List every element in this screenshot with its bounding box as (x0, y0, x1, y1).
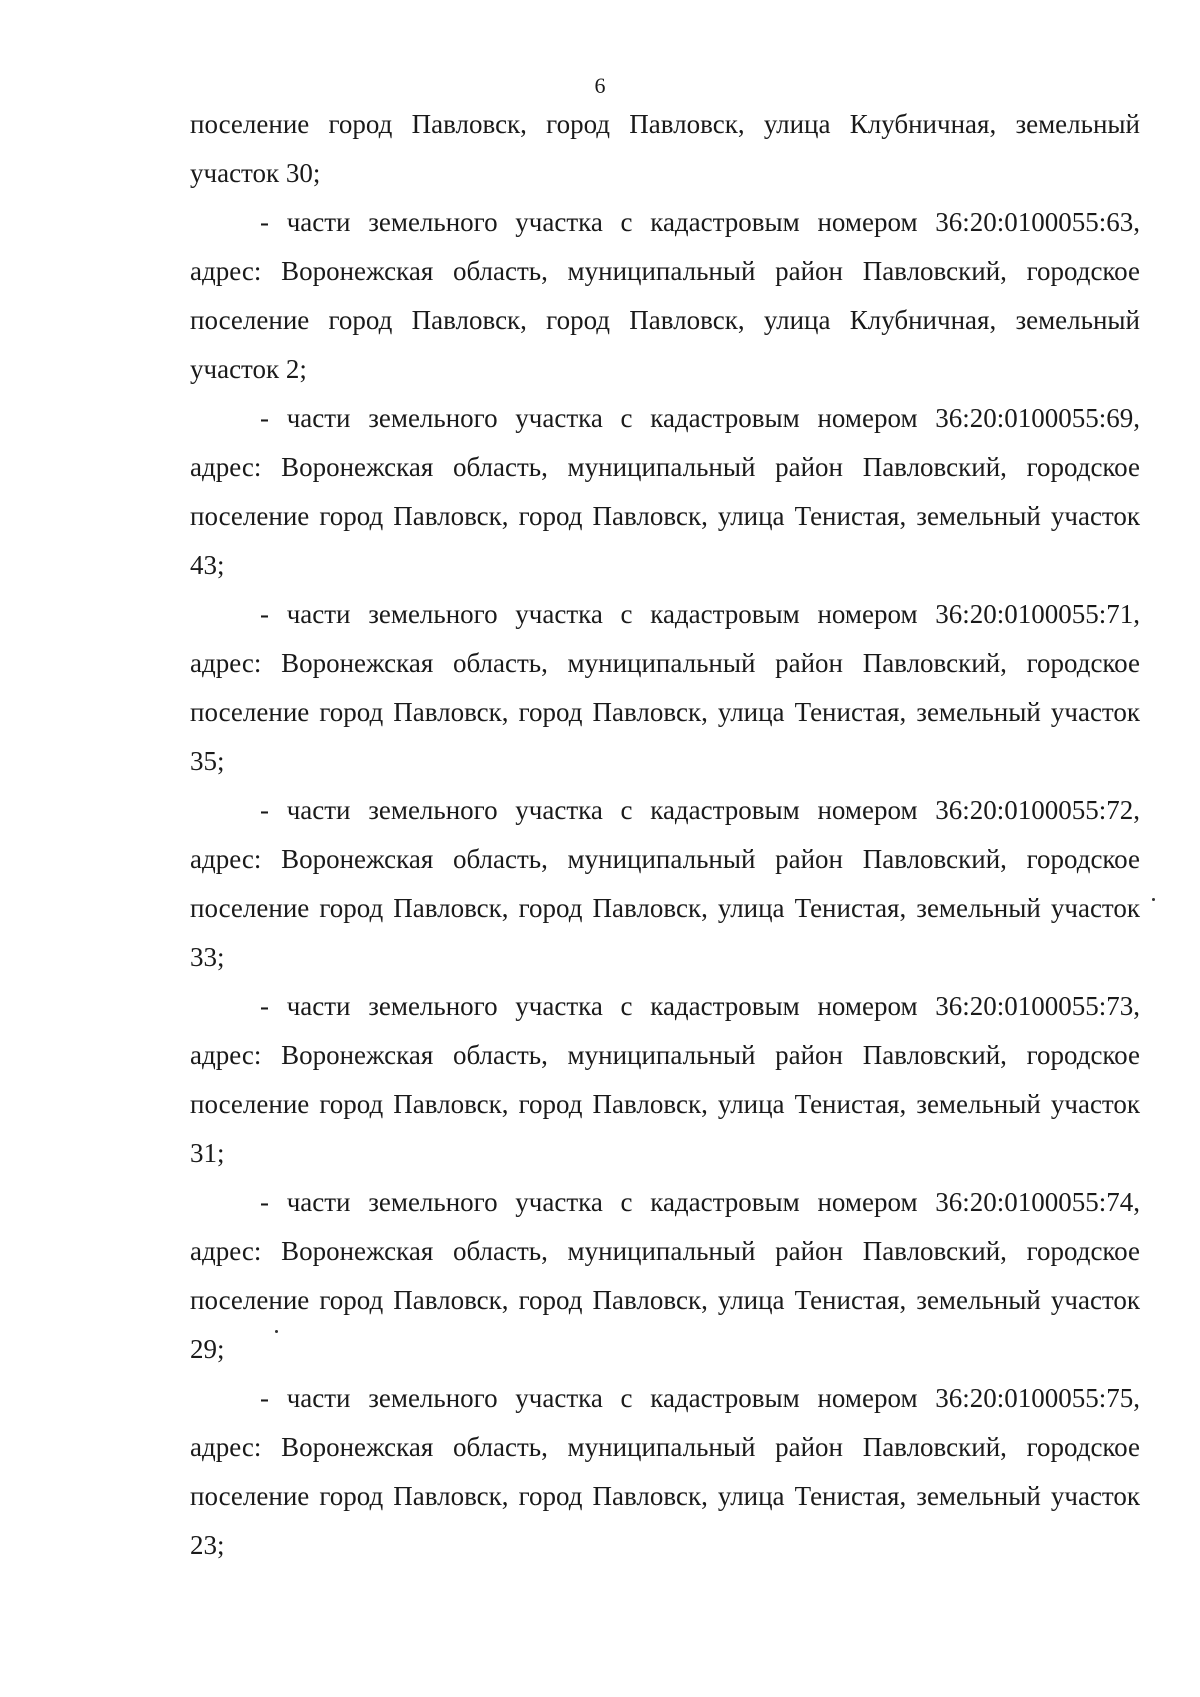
paragraph-5: - части земельного участка с кадастровым номером 36:20:0100055:73, адрес: Воронежская область, муниципальный район Павловский, городское поселение город Павловск, город Павловск, улица Тенистая, земельный участок 31; (190, 991, 1140, 1168)
paragraph-4: - части земельного участка с кадастровым номером 36:20:0100055:72, адрес: Воронежская область, муниципальный район Павловский, городское поселение город Павловск, город Павловск, улица Тенистая, земельный участок 33; (190, 795, 1140, 972)
page-number: 6 (594, 73, 606, 98)
paragraph-6: - части земельного участка с кадастровым номером 36:20:0100055:74, адрес: Воронежская область, муниципальный район Павловский, городское поселение город Павловск, город Павловск, улица Тенистая, земельный участок 29; (190, 1187, 1140, 1364)
paragraph-3: - части земельного участка с кадастровым номером 36:20:0100055:71, адрес: Воронежская область, муниципальный район Павловский, городское поселение город Павловск, город Павловск, улица Тенистая, земельный участок 35; (190, 599, 1140, 776)
paragraph-0: поселение город Павловск, город Павловск, улица Клубничная, земельный участок 30; (190, 109, 1140, 188)
paragraph-2: - части земельного участка с кадастровым номером 36:20:0100055:69, адрес: Воронежская область, муниципальный район Павловский, городское поселение город Павловск, город Павловск, улица Тенистая, земельный участок 43; (190, 403, 1140, 580)
scan-speck (275, 1330, 278, 1333)
paragraph-7: - части земельного участка с кадастровым номером 36:20:0100055:75, адрес: Воронежская область, муниципальный район Павловский, городское поселение город Павловск, город Павловск, улица Тенистая, земельный участок 23; (190, 1383, 1140, 1560)
document-body (190, 100, 1140, 1570)
scan-speck (1152, 898, 1155, 901)
paragraph-1: - части земельного участка с кадастровым номером 36:20:0100055:63, адрес: Воронежская область, муниципальный район Павловский, городское поселение город Павловск, город Павловск, улица Клубничная, земельный участок 2; (190, 207, 1140, 384)
